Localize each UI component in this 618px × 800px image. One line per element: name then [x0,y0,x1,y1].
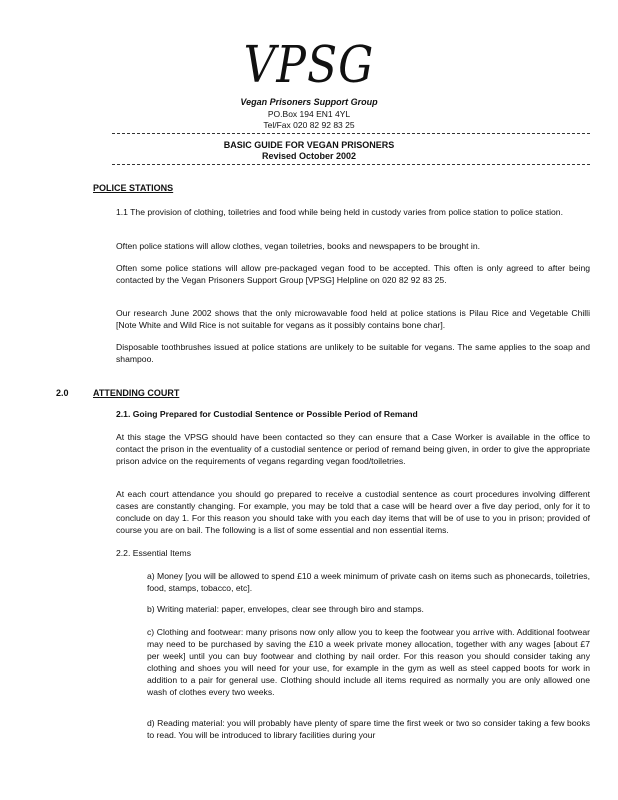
section-number: 2.0 [56,388,69,398]
paragraph: At this stage the VPSG should have been contacted so they can ensure that a Case Worker is available in the office to contact the prison in the eventuality of a custodial sentence or period of remand being given, in order to give the appropriate prison advice on the requirements of vegans regarding vegan food/toiletries. [116,432,590,466]
paragraph: Often some police stations will allow pre-packaged vegan food to be accepted. This often is only agreed to after being contacted by the Vegan Prisoners Support Group [VPSG] Helpline on 020 82 92 83 25. [116,263,590,285]
list-item: c) Clothing and footwear: many prisons now only allow you to keep the footwear you arrive with. Additional footwear may need to be purchased by saving the £10 a week private money allocation, together with any wages [about £7 per week] until you can buy footwear and clothing by nail order. For this reason you should consider taking any clothing and shoes you will need for your use, for example in the gym as well as steel capped boots for work in addition to a pair for general use. Clothing should include all items required as normally you are only allowed one wash of clothes every two weeks. [147,627,590,697]
list-item: a) Money [you will be allowed to spend £10 a week minimum of private cash on items such as phonecards, toiletries, food, stamps, tobacco, etc]. [147,571,590,593]
divider-top [112,133,590,134]
divider-bottom [112,164,590,165]
revised-date: Revised October 2002 [261,151,357,161]
subsection-heading: 2.2. Essential Items [116,548,191,558]
paragraph: Disposable toothbrushes issued at police stations are unlikely to be suitable for vegans. The same applies to the soap and shampoo. [116,342,590,364]
paragraph: Our research June 2002 shows that the only microwavable food held at police stations is Pilau Rice and Vegetable Chilli [Note White and Wild Rice is not suitable for vegans as it possibly contains bone char]. [116,308,590,330]
paragraph: 1.1 The provision of clothing, toiletries and food while being held in custody varies from police station to police station. [116,207,563,217]
paragraph: At each court attendance you should go prepared to receive a custodial sentence as court procedures involving different cases are constantly changing. For example, you may be told that a case will be heard over a five day period, only for it to conclude on day 1. For this reason you should take with you each day items that will be of use to you in prison; provided of course you are on bail. The following is a list of some essential and non essential items. [116,489,590,535]
paragraph: Often police stations will allow clothes, vegan toiletries, books and newspapers to be brought in. [116,241,481,251]
list-item: b) Writing material: paper, envelopes, clear see through biro and stamps. [147,604,424,614]
section-heading-attending-court: ATTENDING COURT [93,388,180,398]
subsection-heading: 2.1. Going Prepared for Custodial Sentence or Possible Period of Remand [116,409,418,419]
document-title: BASIC GUIDE FOR VEGAN PRISONERS [223,140,395,150]
section-heading-police-stations: POLICE STATIONS [93,183,174,193]
vpsg-logo: VPSG [243,36,375,95]
po-box: PO.Box 194 EN1 4YL [267,109,351,119]
org-name: Vegan Prisoners Support Group [240,97,378,107]
tel-fax: Tel/Fax 020 82 92 83 25 [263,120,355,130]
list-item: d) Reading material: you will probably have plenty of spare time the first week or two so consider taking a few books to read. You will be introduced to library facilities during your [147,718,590,740]
